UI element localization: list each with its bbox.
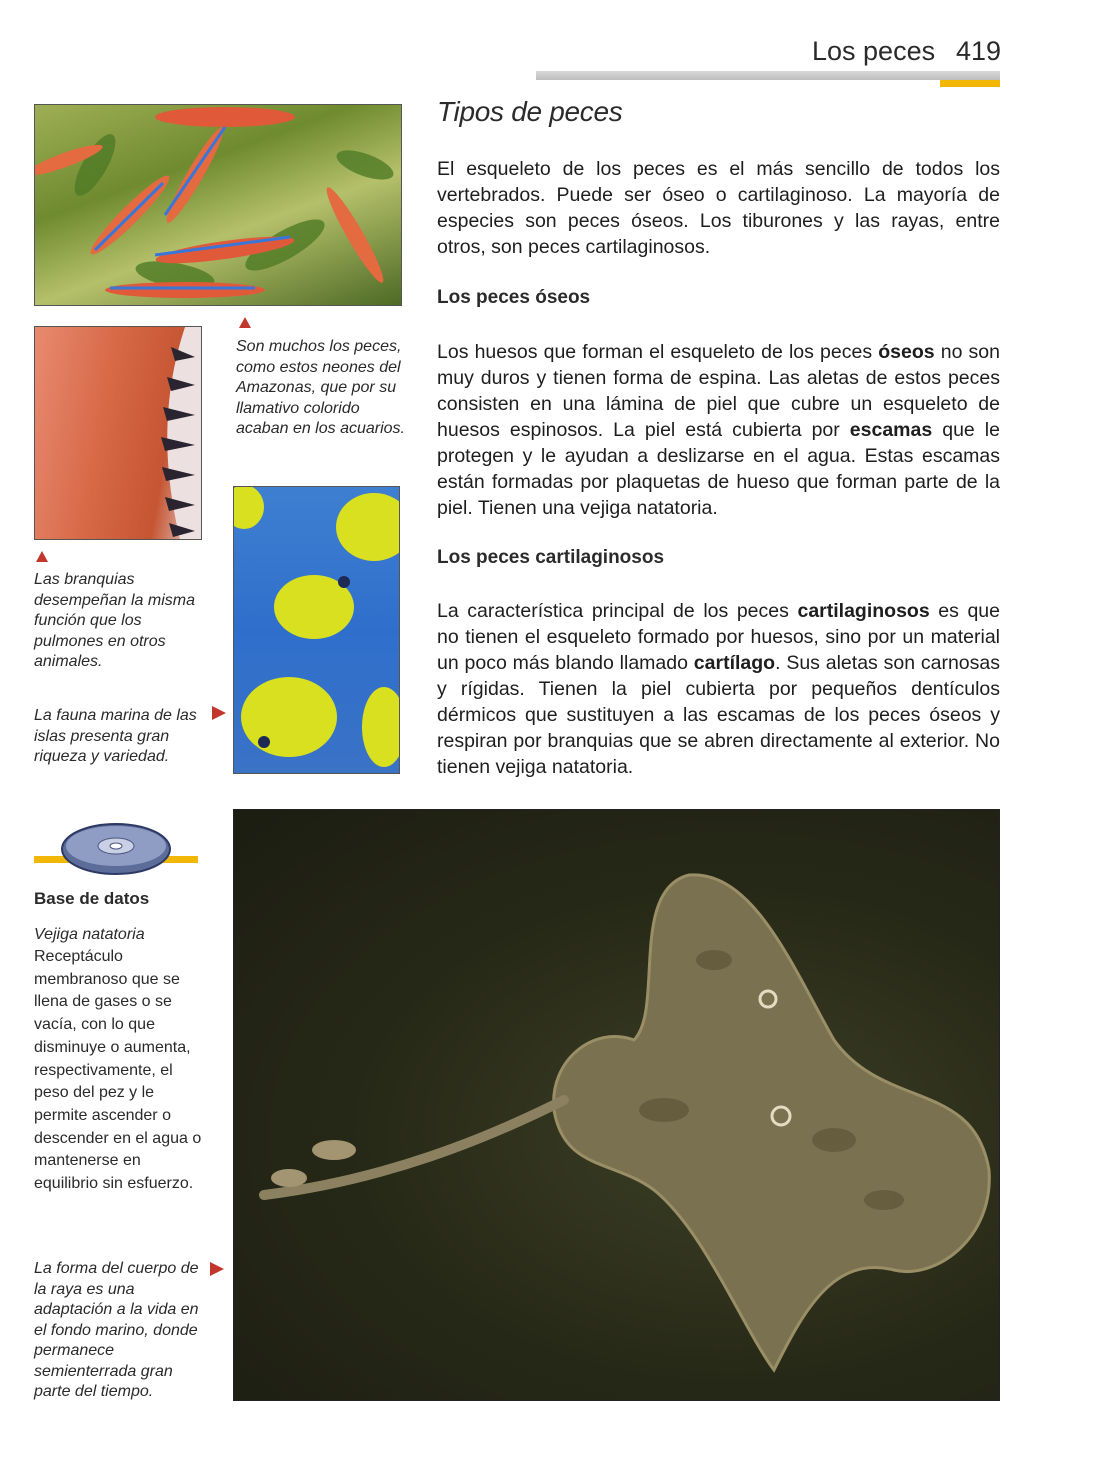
bony-fish-paragraph: Los huesos que forman el esqueleto de los peces óseos no son muy duros y tienen forma de espina. Las aletas de estos peces consisten en una lámina de piel que cubre un esqueleto de huesos espinosos. La piel está cubierta por escamas que le protegen y le ayudan a deslizarse en el agua. Estas escamas están formadas por plaquetas de hueso que forman parte de la piel. Tienen una vejiga natatoria. (437, 341, 1000, 519)
caption-marker-right-icon (212, 706, 226, 720)
cartilaginous-fish-heading: Los peces cartilaginosos (437, 547, 665, 568)
caption-marker-up-icon (239, 317, 251, 328)
butterflyfish-photo (233, 486, 400, 774)
ray-illustration (234, 810, 999, 1400)
neon-caption: Son muchos los peces, como estos neones del Amazonas, que por su llamativo colorido acaban en los acuarios. (236, 338, 405, 437)
header-rule (536, 71, 1000, 80)
gills-photo (34, 326, 202, 540)
database-term: Vejiga natatoria (34, 926, 145, 943)
ray-caption: La forma del cuerpo de la raya es una adaptación a la vida en el fondo marino, donde permanece semienterrada gran parte del tiempo. (34, 1260, 199, 1400)
database-heading: Base de datos (34, 889, 150, 908)
section-title: Tipos de peces (437, 96, 623, 127)
neon-tetras-illustration (35, 105, 401, 305)
cartilaginous-fish-paragraph: La característica principal de los peces cartilaginosos es que no tienen el esqueleto formado por huesos, sino por un material un poco más blando llamado cartílago. Sus aletas son carnosas y rígidas. Tienen la piel cubierta por pequeños dentículos dérmicos que sustituyen a las escamas de los peces óseos y respiran por branquias que se abren directamente al exterior. No tienen vejiga natatoria. (437, 600, 1001, 778)
caption-marker-up-icon (36, 551, 48, 562)
butterflyfish-illustration (234, 487, 399, 773)
intro-paragraph: El esqueleto de los peces es el más sencillo de todos los vertebrados. Puede ser óseo o cartilaginoso. La mayoría de especies son peces óseos. Los tiburones y las rayas, entre otros, son peces cartilaginosos. (437, 158, 1000, 258)
header-accent-bar (940, 80, 1000, 87)
bony-fish-heading: Los peces óseos (437, 287, 591, 308)
gills-illustration (35, 327, 201, 539)
running-header-title: Los peces (812, 36, 936, 66)
cd-disc-icon (60, 822, 172, 881)
gills-caption: Las branquias desempeñan la misma función que los pulmones en otros animales. (34, 571, 195, 670)
page-number: 419 (956, 36, 1002, 66)
neon-tetras-photo (34, 104, 402, 306)
database-definition: Receptáculo membranoso que se llena de gases o se vacía, con lo que disminuye o aumenta, respectivamente, el peso del pez y le permite ascender o descender en el agua o mantenerse en equilibrio sin esfuerzo. (34, 948, 202, 1193)
caption-marker-right-icon (210, 1262, 224, 1276)
ray-photo (233, 809, 1000, 1401)
reef-caption: La fauna marina de las islas presenta gran riqueza y variedad. (34, 707, 197, 765)
